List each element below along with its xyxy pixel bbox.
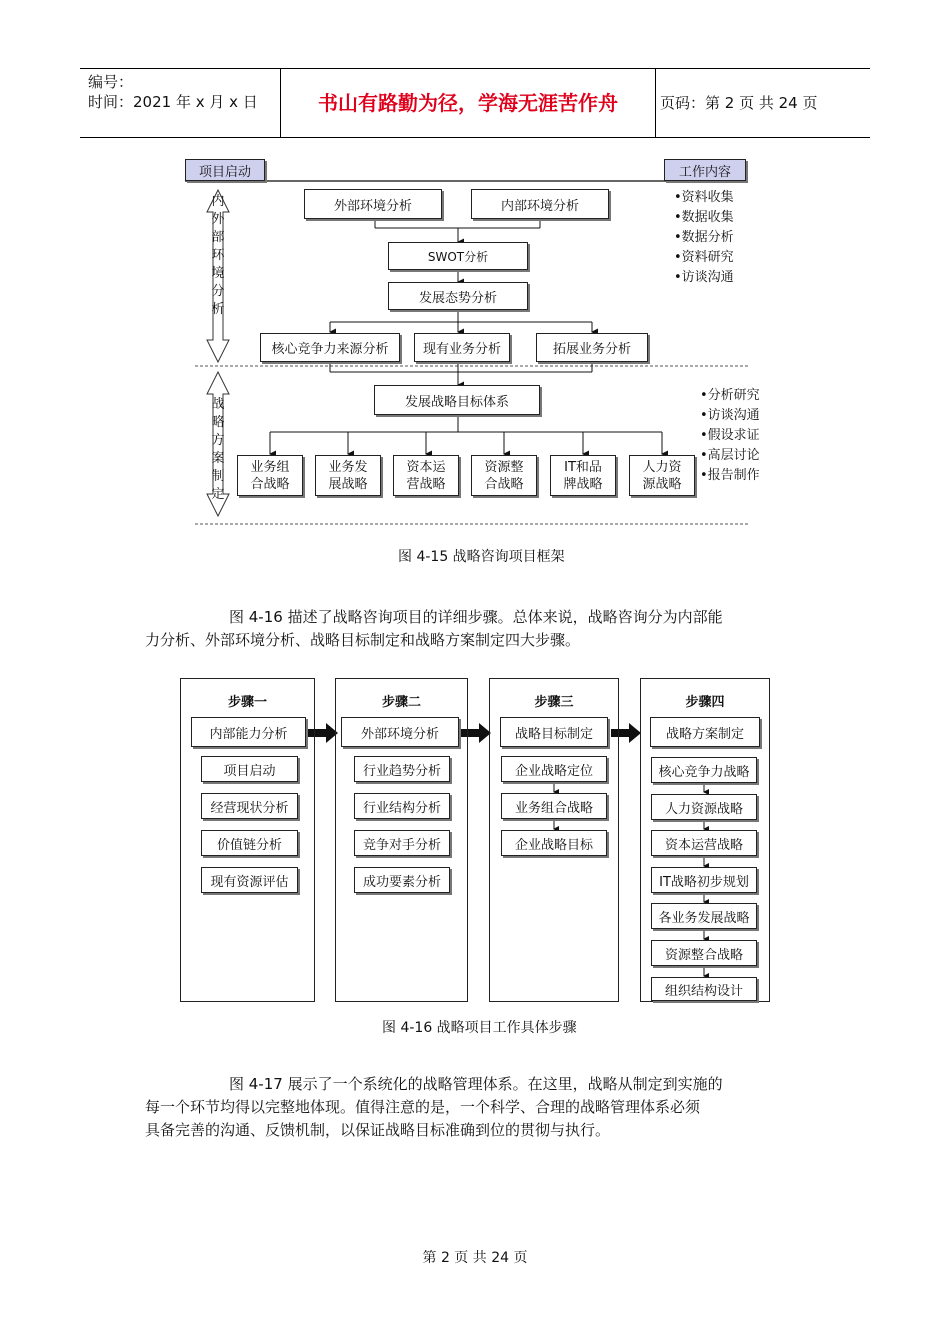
strategy-box-4: 资源整 合战略	[471, 455, 537, 496]
expand-business-box: 拓展业务分析	[536, 333, 648, 362]
step-4-title: 步骤四	[685, 695, 725, 710]
doc-number-label: 编号：	[88, 73, 134, 91]
step-2-item-2: 行业结构分析	[354, 793, 450, 819]
core-competence-box: 核心竞争力来源分析	[260, 333, 400, 362]
step-4-item-6: 资源整合战略	[651, 940, 757, 966]
side-label-env: 内 外 部 环 境 分 析	[211, 194, 225, 317]
doc-time-label: 时间：2021 年 x 月 x 日	[88, 93, 258, 111]
step-2-head: 外部环境分析	[341, 717, 459, 747]
paragraph-2-line-2: 每一个环节均得以完整地体现。值得注意的是，一个科学、合理的战略管理体系必须	[145, 1098, 701, 1116]
work-list-1: •资料收集 •数据收集 •数据分析 •资料研究 •访谈沟通	[674, 190, 734, 285]
figure-4-16-caption: 图 4-16 战略项目工作具体步骤	[382, 1020, 577, 1036]
strategy-box-1: 业务组 合战略	[237, 455, 303, 496]
step-4-item-3: 资本运营战略	[651, 830, 757, 856]
strategy-box-2: 业务发 展战略	[315, 455, 381, 496]
strategy-box-3: 资本运 营战略	[393, 455, 459, 496]
step-2-item-3: 竞争对手分析	[354, 830, 450, 856]
header-motto: 书山有路勤为径，学海无涯苦作舟	[280, 69, 656, 137]
project-start-label: 项目启动	[185, 159, 265, 181]
internal-env-box: 内部环境分析	[471, 189, 609, 219]
strategy-box-5: IT和品 牌战略	[550, 455, 616, 496]
step-4-item-4: IT战略初步规划	[651, 867, 757, 893]
step-2-item-4: 成功要素分析	[354, 867, 450, 893]
step-1-head: 内部能力分析	[191, 717, 306, 747]
paragraph-1-line-1: 图 4-16 描述了战略咨询项目的详细步骤。总体来说，战略咨询分为内部能	[229, 608, 723, 626]
page-footer: 第 2 页 共 24 页	[422, 1250, 528, 1266]
step-4-item-1: 核心竞争力战略	[651, 757, 757, 783]
step-4-item-2: 人力资源战略	[651, 794, 757, 820]
step-2-item-1: 行业趋势分析	[354, 756, 450, 782]
step-1-item-2: 经营现状分析	[201, 793, 298, 819]
trend-box: 发展态势分析	[388, 282, 528, 310]
swot-box: SWOT分析	[388, 242, 528, 270]
header-page-label: 页码：第 2 页 共 24 页	[660, 94, 818, 112]
step-2-title: 步骤二	[381, 695, 421, 710]
step-1-item-4: 现有资源评估	[201, 867, 298, 893]
goal-system-box: 发展战略目标体系	[374, 385, 540, 415]
paragraph-2-line-3: 具备完善的沟通、反馈机制，以保证战略目标准确到位的贯彻与执行。	[145, 1121, 611, 1139]
current-business-box: 现有业务分析	[414, 333, 510, 362]
step-3-item-2: 业务组合战略	[501, 793, 607, 819]
paragraph-2	[145, 1073, 810, 1142]
step-1-item-3: 价值链分析	[201, 830, 298, 856]
paragraph-2-line-1: 图 4-17 展示了一个系统化的战略管理体系。在这里，战略从制定到实施的	[229, 1075, 723, 1093]
side-label-strategy: 战 略 方 案 制 定	[211, 397, 225, 502]
step-4-item-7: 组织结构设计	[651, 977, 757, 1001]
external-env-box: 外部环境分析	[304, 189, 442, 219]
figure-4-15-caption: 图 4-15 战略咨询项目框架	[398, 549, 565, 565]
step-1-item-1: 项目启动	[201, 756, 298, 782]
strategy-box-6: 人力资 源战略	[629, 455, 695, 496]
step-3-head: 战略目标制定	[500, 717, 608, 747]
work-list-2: •分析研究 •访谈沟通 •假设求证 •高层讨论 •报告制作	[700, 388, 760, 483]
work-content-label: 工作内容	[664, 159, 746, 181]
step-4-item-5: 各业务发展战略	[651, 903, 757, 929]
paragraph-1-line-2: 力分析、外部环境分析、战略目标制定和战略方案制定四大步骤。	[145, 631, 581, 649]
step-3-item-1: 企业战略定位	[501, 756, 607, 782]
step-4-head: 战略方案制定	[650, 717, 760, 747]
step-3-title: 步骤三	[534, 695, 574, 710]
step-1-title: 步骤一	[227, 695, 267, 710]
step-3-item-3: 企业战略目标	[501, 830, 607, 856]
